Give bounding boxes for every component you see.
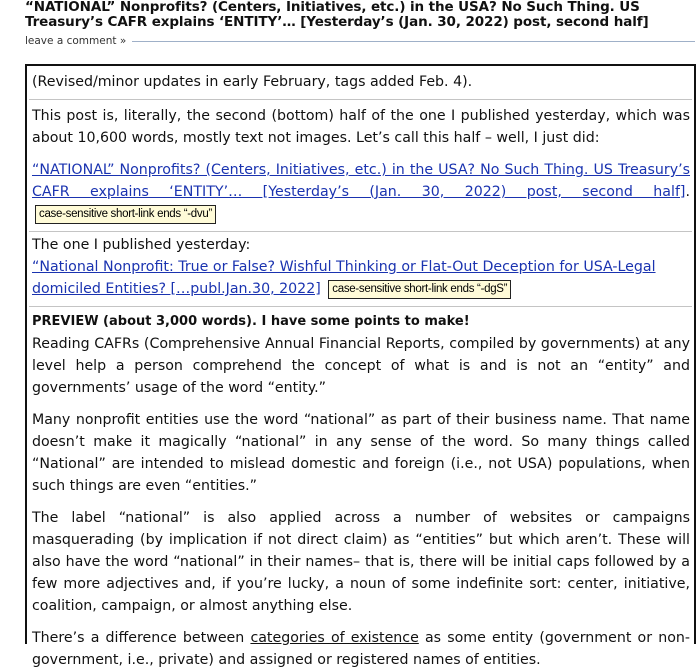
preview-label: PREVIEW (about 3,000 words). I have some points to make! <box>32 314 470 329</box>
text-fragment: as some entity (government or non-government, i.e., private) and assigned or registered names of entities. <box>32 630 690 668</box>
leave-comment-link[interactable]: leave a comment » <box>25 35 127 47</box>
yesterday-label: The one I published yesterday: <box>32 237 251 253</box>
divider <box>29 99 692 100</box>
post-title[interactable]: “NATIONAL” Nonprofits? (Centers, Initiatives, etc.) in the USA? No Such Thing. US Treasury’s CAFR explains ‘ENTITY’… [Yesterday’s (Jan. 30, 2022) post, second half] <box>25 0 649 30</box>
paragraph-national-label: The label “national” is also applied across a number of websites or campaigns masquerading (by implication if not direct claim) as “entities” but which aren’t. These will also have the word “national” in their names– that is, there will be initial caps followed by a few more adjectives and, if you’re lucky, a noun of some indefinite sort: center, initiative, coalition, campaign, or almost anything else. <box>32 510 690 614</box>
revised-note: (Revised/minor updates in early February, tags added Feb. 4). <box>32 74 473 90</box>
paragraph-categories <box>32 627 690 671</box>
paragraph-national-names: Many nonprofit entities use the word “national” as part of their business name. That name doesn’t make it magically “national” in any sense of the word. So many things called “National” are intended to mislead domestic and foreign (i.e., not USA) populations, when such things are even “entities.” <box>32 412 690 494</box>
divider <box>29 306 692 307</box>
second-half-post-link[interactable]: “NATIONAL” Nonprofits? (Centers, Initiatives, etc.) in the USA? No Such Thing. US Treasury’s CAFR explains ‘ENTITY’… [Yesterday’s (Jan. 30, 2022) post, second half] <box>32 162 690 200</box>
paragraph-cafrs: Reading CAFRs (Comprehensive Annual Financial Reports, compiled by governments) at any level help a person comprehend the concept of what is and is not an “entity” and governments’ usage of the word “entity.” <box>32 336 690 396</box>
post-content-box <box>25 64 696 668</box>
yesterday-link-paragraph <box>32 256 690 300</box>
categories-of-existence-link[interactable]: categories of existence <box>250 630 419 646</box>
divider <box>29 231 692 232</box>
post-header <box>25 0 695 47</box>
self-link-paragraph <box>32 159 690 225</box>
self-link-period: . <box>685 184 690 200</box>
preview-heading <box>32 310 690 333</box>
comment-row <box>25 35 695 47</box>
header-divider <box>132 41 695 42</box>
shortlink-note-dgs: case-sensitive short-link ends “-dgS” <box>328 280 511 299</box>
intro-paragraph: This post is, literally, the second (bottom) half of the one I published yesterday, which was about 10,600 words, mostly text not images. Let’s call this half – well, I just did: <box>32 108 690 146</box>
yesterday-post-link[interactable]: “National Nonprofit: True or False? Wishful Thinking or Flat-Out Deception for USA-Legal domiciled Entities? […publ.Jan.30, 2022] <box>32 259 656 297</box>
text-fragment: There’s a difference between <box>32 630 251 646</box>
shortlink-note-dvu: case-sensitive short-link ends “-dvu” <box>35 205 216 224</box>
